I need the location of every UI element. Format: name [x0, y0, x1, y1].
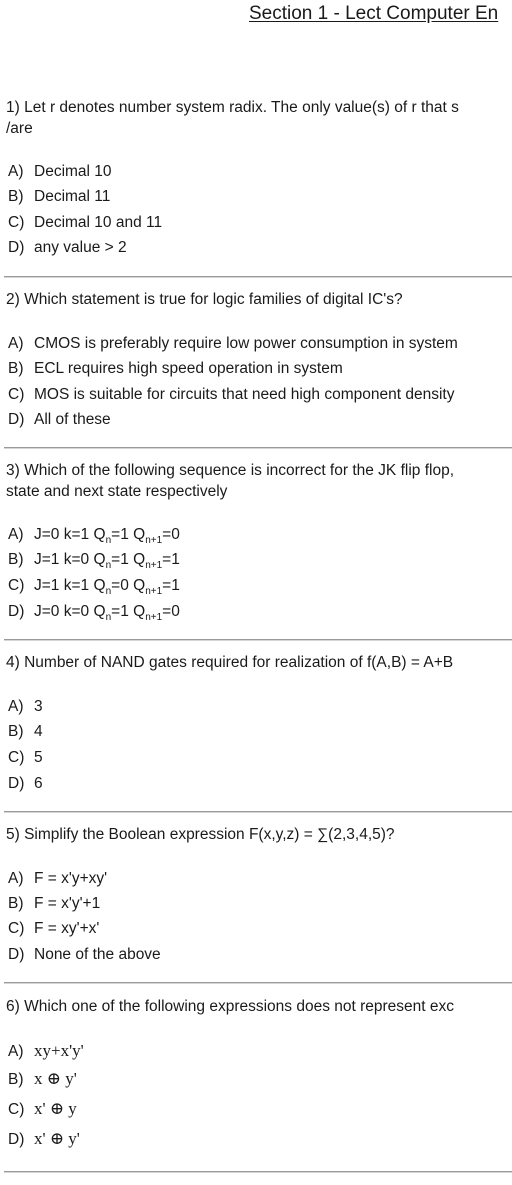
q6-option-b[interactable]: B) x ⊕ y': [8, 1069, 77, 1088]
q5-option-a[interactable]: A) F = x'y+xy': [8, 870, 108, 887]
q3-option-d[interactable]: D) J=0 k=0 $Q_n=1$ $Q_{n+1}=0$: [8, 603, 180, 624]
q2-option-a[interactable]: A) CMOS is preferably require low power consumption in system: [8, 335, 458, 352]
question-6-text: 6) Which one of the following expressions does not represent exc: [6, 998, 455, 1015]
q3-option-b[interactable]: B) J=1 k=0 $Q_n=1$ $Q_{n+1}=1$: [8, 551, 180, 572]
q2-option-b[interactable]: B) ECL requires high speed operation in system: [8, 360, 343, 377]
separator: [4, 1171, 512, 1173]
separator: [4, 811, 512, 813]
question-5-text: 5) Simplify the Boolean expression F(x,y,z) = ∑(2,3,4,5)?: [6, 826, 395, 843]
question-3-line-2: state and next state respectively: [6, 483, 228, 500]
question-2-text: 2) Which statement is true for logic families of digital IC's?: [6, 291, 403, 308]
q4-option-b[interactable]: B) 4: [8, 723, 43, 740]
q1-option-a[interactable]: A) Decimal 10: [8, 163, 112, 180]
question-1-text: [6, 97, 512, 139]
q5-option-d[interactable]: D) None of the above: [8, 946, 161, 963]
q4-option-c[interactable]: C) 5: [8, 749, 43, 766]
separator: [4, 447, 512, 449]
question-3-text: [6, 460, 512, 502]
q6-option-a[interactable]: A) xy+x'y': [8, 1041, 84, 1060]
q4-option-a[interactable]: A) 3: [8, 698, 43, 715]
q5-option-b[interactable]: B) F = x'y'+1: [8, 895, 101, 912]
q1-option-b[interactable]: B) Decimal 11: [8, 188, 111, 205]
question-3-line-1: 3) Which of the following sequence is incorrect for the JK flip flop,: [6, 462, 454, 479]
separator: [4, 982, 512, 984]
q4-option-d[interactable]: D) 6: [8, 775, 43, 792]
question-1-line-1: 1) Let r denotes number system radix. The only value(s) of r that s: [6, 99, 459, 116]
q2-option-d[interactable]: D) All of these: [8, 411, 111, 428]
q3-option-a[interactable]: A) J=0 k=1 $Q_n=1$ $Q_{n+1}=0$: [8, 526, 180, 547]
q6-option-d[interactable]: D) x' ⊕ y': [8, 1129, 80, 1148]
q1-option-d[interactable]: D) any value > 2: [8, 239, 127, 256]
q6-option-c[interactable]: C) x' ⊕ y: [8, 1099, 77, 1118]
q2-option-c[interactable]: C) MOS is suitable for circuits that need high component density: [8, 386, 455, 403]
separator: [4, 639, 512, 641]
question-4-text: 4) Number of NAND gates required for realization of f(A,B) = A+B: [6, 654, 454, 671]
q3-option-c[interactable]: C) J=1 k=1 $Q_n=0$ $Q_{n+1}=1$: [8, 577, 180, 598]
q1-option-c[interactable]: C) Decimal 10 and 11: [8, 214, 163, 231]
question-1-line-2: /are: [6, 120, 33, 137]
separator: [4, 276, 512, 278]
page-title: Section 1 - Lect Computer En: [249, 3, 499, 24]
q5-option-c[interactable]: C) F = xy'+x': [8, 920, 100, 937]
